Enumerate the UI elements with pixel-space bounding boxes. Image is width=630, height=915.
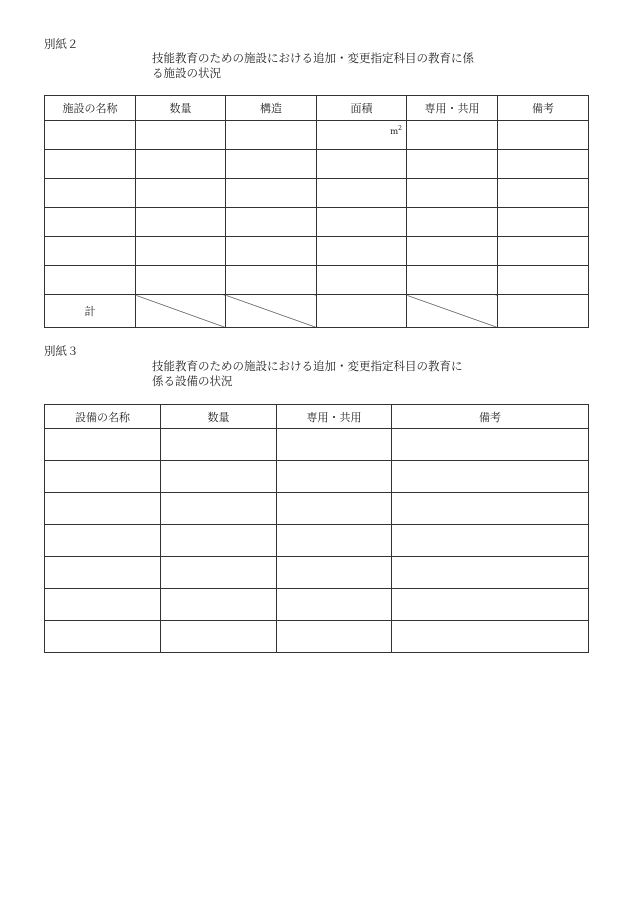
equipment-header-name: 設備の名称 [45,405,161,429]
table-cell[interactable] [407,266,498,295]
sheet3-title [152,359,463,389]
table-cell[interactable] [226,208,317,237]
table-cell[interactable] [226,237,317,266]
table-cell[interactable] [226,121,317,150]
table-cell[interactable] [45,621,161,653]
table-row [45,121,589,150]
table-cell[interactable] [392,461,589,493]
table-cell[interactable] [317,237,407,266]
table-cell[interactable] [407,237,498,266]
table-cell[interactable] [161,429,277,461]
table-cell[interactable] [136,121,226,150]
facility-header-quantity: 数量 [136,96,226,121]
table-cell[interactable] [392,557,589,589]
area-unit-exponent: 2 [398,125,402,132]
area-cell[interactable] [317,121,407,150]
table-row [45,557,589,589]
total-remarks-cell[interactable] [498,295,589,328]
table-cell[interactable] [498,237,589,266]
table-cell[interactable] [45,429,161,461]
table-row [45,237,589,266]
area-unit-base: m [390,127,399,137]
table-row [45,150,589,179]
table-cell[interactable] [277,525,392,557]
table-cell[interactable] [136,208,226,237]
table-cell[interactable] [161,557,277,589]
equipment-header-row [45,405,589,429]
total-row [45,295,589,328]
table-cell[interactable] [407,208,498,237]
table-cell[interactable] [392,621,589,653]
facility-header-name: 施設の名称 [45,96,136,121]
equipment-table [44,404,589,653]
table-cell[interactable] [317,266,407,295]
table-cell[interactable] [498,266,589,295]
total-label: 計 [45,295,136,328]
table-row [45,179,589,208]
table-cell[interactable] [392,493,589,525]
sheet2-title-line2: る施設の状況 [152,66,221,80]
table-cell[interactable] [161,589,277,621]
table-cell[interactable] [317,208,407,237]
table-cell[interactable] [277,461,392,493]
table-cell[interactable] [277,589,392,621]
table-cell[interactable] [226,179,317,208]
facility-header-row [45,96,589,121]
table-cell[interactable] [45,179,136,208]
table-cell[interactable] [136,237,226,266]
table-row [45,493,589,525]
table-cell[interactable] [317,179,407,208]
table-cell[interactable] [45,266,136,295]
sheet2-title-line1: 技能教育のための施設における追加・変更指定科目の教育に係 [152,51,474,65]
sheet2-label: 別紙２ [44,37,79,51]
table-row [45,589,589,621]
table-row [45,266,589,295]
table-cell[interactable] [45,557,161,589]
table-cell[interactable] [498,179,589,208]
table-cell[interactable] [277,621,392,653]
table-row [45,461,589,493]
table-cell[interactable] [392,429,589,461]
facility-header-area: 面積 [317,96,407,121]
facility-header-structure: 構造 [226,96,317,121]
table-cell[interactable] [498,150,589,179]
table-cell[interactable] [45,525,161,557]
sheet3-label: 別紙３ [44,344,79,358]
table-cell[interactable] [45,208,136,237]
equipment-header-remarks: 備考 [392,405,589,429]
table-cell[interactable] [136,179,226,208]
table-cell[interactable] [392,589,589,621]
facility-header-usage: 専用・共用 [407,96,498,121]
sheet3-title-line1: 技能教育のための施設における追加・変更指定科目の教育に [152,359,463,373]
table-cell[interactable] [136,150,226,179]
table-row [45,429,589,461]
table-cell[interactable] [45,493,161,525]
table-cell[interactable] [45,150,136,179]
table-row [45,208,589,237]
crossed-out-cell [226,295,317,328]
crossed-out-cell [136,295,226,328]
table-cell[interactable] [45,121,136,150]
table-cell[interactable] [161,493,277,525]
table-cell[interactable] [392,525,589,557]
table-cell[interactable] [407,179,498,208]
table-cell[interactable] [45,461,161,493]
table-cell[interactable] [161,461,277,493]
equipment-header-usage: 専用・共用 [277,405,392,429]
table-cell[interactable] [498,208,589,237]
facility-table [44,95,589,328]
table-cell[interactable] [317,150,407,179]
table-row [45,525,589,557]
table-cell[interactable] [136,266,226,295]
equipment-header-quantity: 数量 [161,405,277,429]
area-unit [390,124,402,137]
sheet2-title [152,51,474,81]
total-area-cell[interactable] [317,295,407,328]
table-cell[interactable] [45,589,161,621]
table-cell[interactable] [407,150,498,179]
facility-header-remarks: 備考 [498,96,589,121]
crossed-out-cell [407,295,498,328]
table-cell[interactable] [277,493,392,525]
table-cell[interactable] [226,266,317,295]
table-cell[interactable] [45,237,136,266]
table-cell[interactable] [407,121,498,150]
table-cell[interactable] [226,150,317,179]
table-row [45,621,589,653]
table-cell[interactable] [161,621,277,653]
table-cell[interactable] [161,525,277,557]
table-cell[interactable] [277,557,392,589]
table-cell[interactable] [277,429,392,461]
table-cell[interactable] [498,121,589,150]
sheet3-title-line2: 係る設備の状況 [152,374,233,388]
